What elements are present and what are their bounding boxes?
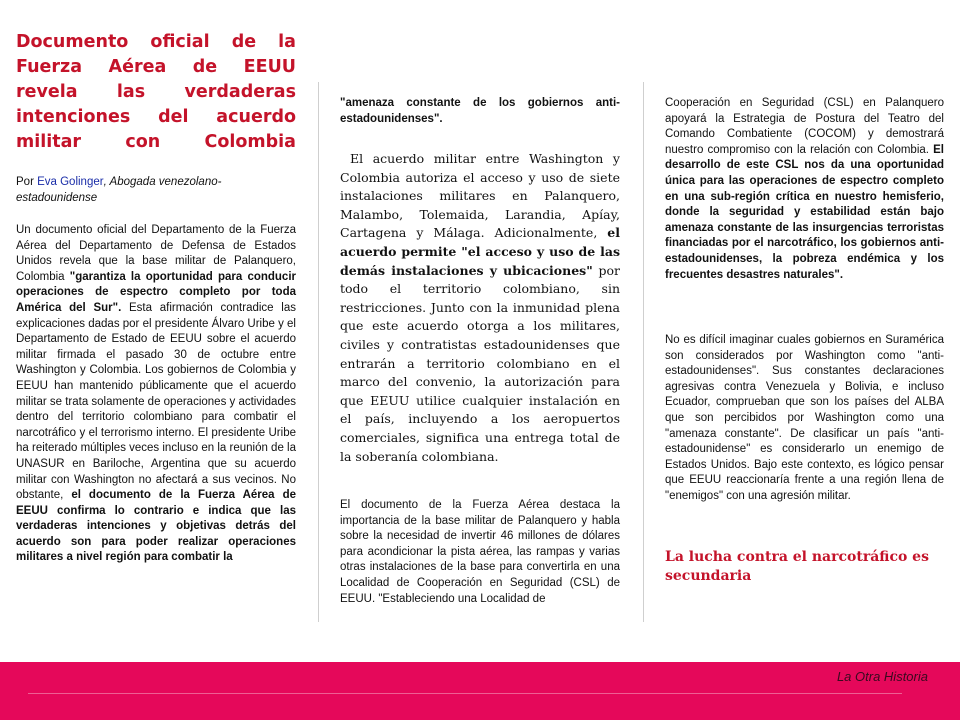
paragraph-2 — [340, 150, 620, 466]
footer-rule — [28, 693, 902, 694]
column-divider — [318, 82, 319, 622]
author-link[interactable]: Eva Golinger — [37, 176, 104, 188]
paragraph-1-emphasis: el documento de la Fuerza Aérea de EEUU confirma lo contrario e indica que las verdaderas intenciones y objetivas detrás del acuerdo son para poder realizar operaciones militares a nivel región para combatir la — [16, 489, 296, 564]
author-description: , Abogada venezolano-estadounidense — [16, 176, 222, 204]
paragraph-1-quote: "garantiza la oportunidad para conducir operaciones de espectro completo por toda América del Sur". — [16, 270, 296, 314]
paragraph-5: No es difícil imaginar cuales gobiernos en Suramérica son considerados por Washington como "anti-estadounidenses". Sus constantes declaraciones agresivas contra Venezuela y Bolivia, e incluso Ecuador, comprueban que son los países del ALBA que son percibidos por Washington como una "amenaza constante". De clasificar un país "anti-estadounidense" es considerarlo un enemigo de Estados Unidos. Bajo este contexto, es lógico pensar que EEUU reaccionaría frente a una región llena de "enemigos" con una agresión militar. — [665, 334, 944, 502]
paragraph-1-text-c: Esta afirmación contradice las explicaciones dadas por el presidente Álvaro Uribe y el Departamento de Estado de EEUU sobre el acuerdo militar firmada el pasado 30 de octubre entre Washington y Colombia. Los gobiernos de Colombia y EEUU han mantenido públicamente que el acuerdo militar se trata solamente de operaciones y actividades dentro del territorio colombiano para combatir el narcotráfico y el terrorismo interno. El presidente Uribe ha reiterado múltiples veces incluso en la reunión de la UNASUR en Bariloche, Argentina que su acuerdo militar con Washington no afectará a sus vecinos. No obstante, — [16, 301, 296, 502]
paragraph-4 — [665, 96, 944, 283]
paragraph-2-text-c: por todo el territorio colombiano, sin restricciones. Junto con la inmunidad plena que este acuerdo otorga a los militares, civiles y contratistas estadounidenses que entrarán a territorio colombiano en el marco del convenio, la autorización para que EEUU utilice cualquier instalación en el país, incluyendo a los aeropuertos comerciales, significa una entrega total de la soberanía colombiana. — [340, 262, 620, 464]
column-2-quote: "amenaza constante de los gobiernos anti-estadounidenses". — [340, 97, 620, 125]
paragraph-4-emphasis: El desarrollo de este CSL nos da una oportunidad única para las operaciones de espectro completo en una sub-región crítica en nuestro hemisferio, donde la seguridad y estabilidad están bajo amenaza constante de las insurgencias terroristas financiadas por el narcotráfico, los gobiernos anti-estadounidenses, la pobreza endémica y los frecuentes desastres naturales". — [665, 143, 944, 281]
paragraph-2-text-a: El acuerdo militar entre Washington y Colombia autoriza el acceso y uso de siete instalaciones militares en Palanquero, Malambo, Tolemaida, Larandia, Apíay, Cartagena y Málaga. Adicionalmente, — [340, 151, 620, 241]
section-subheading: La lucha contra el narcotráfico es secundaria — [665, 549, 929, 584]
article-headline: Documento oficial de la Fuerza Aérea de EEUU revela las verdaderas intenciones del acuerdo militar con Colombia — [16, 32, 296, 152]
paragraph-2-emphasis: el acuerdo permite "el acceso y uso de las demás instalaciones y ubicaciones" — [340, 225, 620, 278]
paragraph-3: El documento de la Fuerza Aérea destaca la importancia de la base militar de Palanquero y habla sobre la necesidad de invertir 46 millones de dólares para acondicionar la pista aérea, las rampas y varias otras instalaciones de la base para convertirla en una Localidad de Cooperación en Seguridad (CSL) de EEUU. "Estableciendo una Localidad de — [340, 499, 620, 605]
column-divider — [643, 82, 644, 622]
footer-bar — [0, 662, 960, 720]
footer-brand: La Otra Historia — [836, 669, 928, 684]
byline — [16, 174, 296, 206]
paragraph-1 — [16, 223, 296, 566]
byline-prefix: Por — [16, 176, 38, 188]
paragraph-4-text-a: Cooperación en Seguridad (CSL) en Palanquero apoyará la Estrategia de Postura del Teatro del Comando Combatiente (COCOM) y demostrará nuestro compromiso con la relación con Colombia. — [665, 97, 944, 156]
paragraph-1-text-a: Un documento oficial del Departamento de la Fuerza Aérea del Departamento de Defensa de Estados Unidos revela que la base militar de Palanquero, Colombia — [16, 224, 296, 283]
